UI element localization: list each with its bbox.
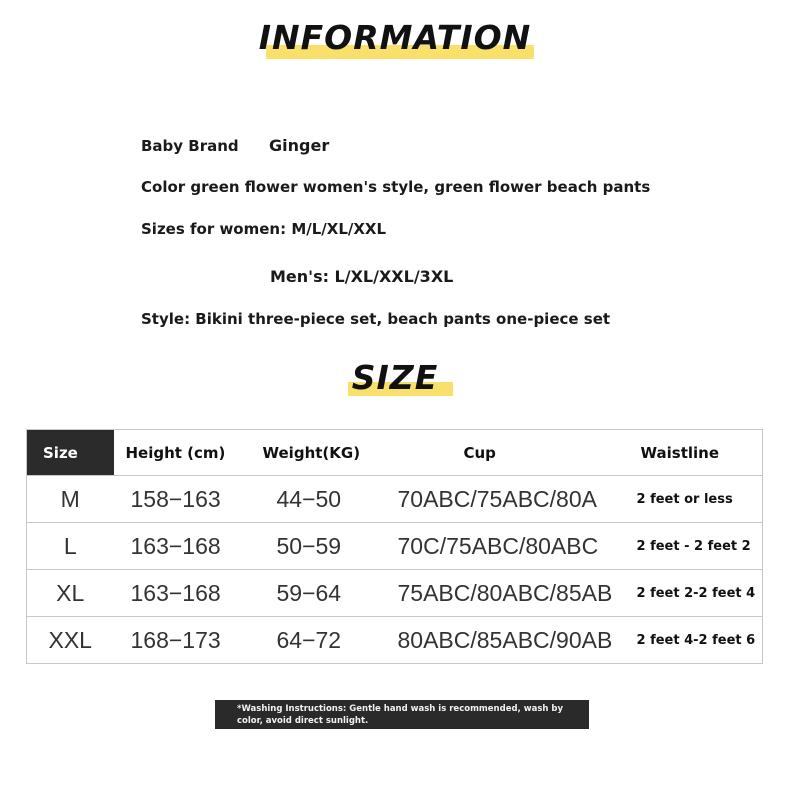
cell-waistline: 2 feet 2-2 feet 4 bbox=[636, 570, 763, 617]
cell-size: XL bbox=[27, 570, 114, 617]
sizes-men-line: Men's: L/XL/XXL/3XL bbox=[270, 267, 454, 286]
header-size: Size bbox=[27, 430, 114, 476]
brand-value: Ginger bbox=[269, 136, 330, 155]
cell-size: M bbox=[27, 476, 114, 523]
cell-cup: 70ABC/75ABC/80A bbox=[385, 476, 636, 523]
cell-size: L bbox=[27, 523, 114, 570]
cell-cup: 70C/75ABC/80ABC bbox=[385, 523, 636, 570]
style-line: Style: Bikini three-piece set, beach pants one-piece set bbox=[141, 310, 611, 328]
size-heading: SIZE bbox=[351, 358, 439, 397]
size-table bbox=[26, 429, 763, 664]
cell-weight: 44−50 bbox=[250, 476, 385, 523]
brand-label: Baby Brand bbox=[141, 137, 239, 155]
info-heading: INFORMATION bbox=[258, 18, 532, 57]
header-waistline: Waistline bbox=[636, 430, 763, 476]
color-line: Color green flower women's style, green flower beach pants bbox=[141, 178, 651, 196]
table-row bbox=[27, 570, 763, 617]
header-height: Height (cm) bbox=[114, 430, 250, 476]
cell-waistline: 2 feet 4-2 feet 6 bbox=[636, 617, 763, 664]
table-row bbox=[27, 523, 763, 570]
table-row bbox=[27, 617, 763, 664]
cell-weight: 50−59 bbox=[250, 523, 385, 570]
sizes-women-line: Sizes for women: M/L/XL/XXL bbox=[141, 220, 387, 238]
cell-height: 168−173 bbox=[114, 617, 250, 664]
cell-waistline: 2 feet or less bbox=[636, 476, 763, 523]
washing-notice: *Washing Instructions: Gentle hand wash is recommended, wash by color, avoid direct sunlight. bbox=[215, 700, 589, 729]
cell-height: 163−168 bbox=[114, 570, 250, 617]
cell-waistline: 2 feet - 2 feet 2 bbox=[636, 523, 763, 570]
cell-height: 163−168 bbox=[114, 523, 250, 570]
cell-height: 158−163 bbox=[114, 476, 250, 523]
header-weight: Weight(KG) bbox=[250, 430, 385, 476]
cell-cup: 80ABC/85ABC/90AB bbox=[385, 617, 636, 664]
table-row bbox=[27, 476, 763, 523]
header-cup: Cup bbox=[385, 430, 636, 476]
cell-cup: 75ABC/80ABC/85AB bbox=[385, 570, 636, 617]
table-header-row bbox=[27, 430, 763, 476]
cell-size: XXL bbox=[27, 617, 114, 664]
cell-weight: 64−72 bbox=[250, 617, 385, 664]
cell-weight: 59−64 bbox=[250, 570, 385, 617]
